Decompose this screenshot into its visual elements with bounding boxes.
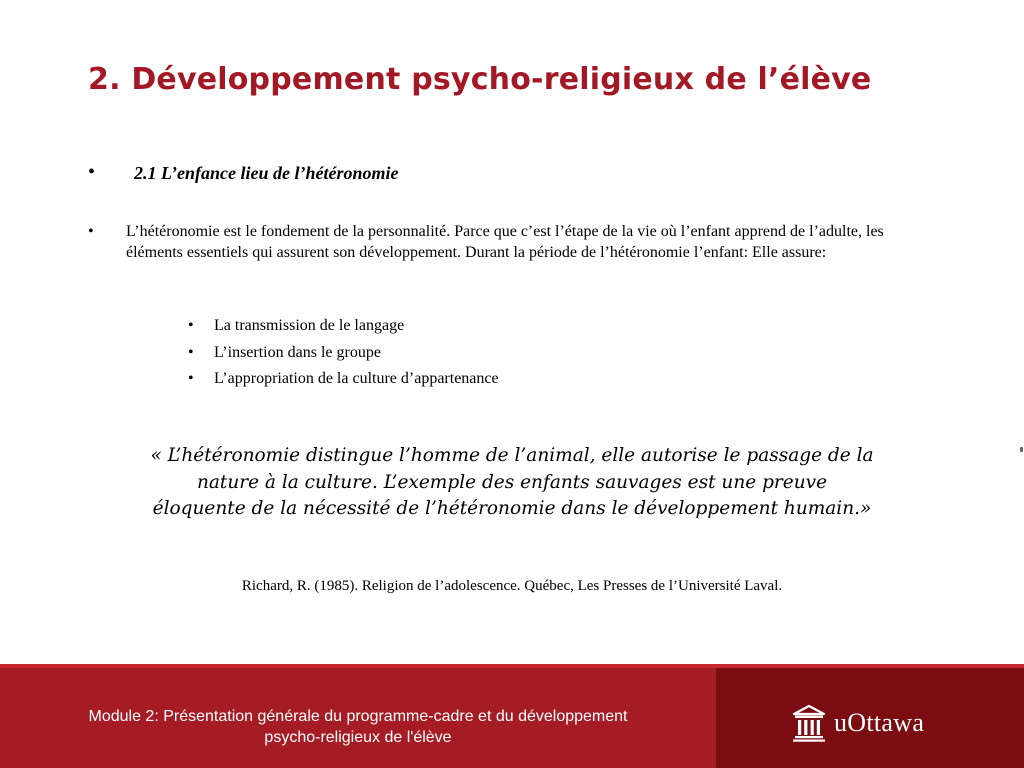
citation: Richard, R. (1985). Religion de l’adolescence. Québec, Les Presses de l’Université Laval. [241,578,783,594]
list-item-text: La transmission de le langage [214,317,405,334]
uottawa-logo [792,703,924,743]
slide-title: 2. Développement psycho-religieux de l’élève [88,62,872,97]
quote-block: « L’hétéronomie distingue l’homme de l’animal, elle autorise le passage de la nature à la culture. L’exemple des enfants sauvages est une preuve éloquente de la nécessité de l’hétéronomie dans le développement humain.» [150,445,874,519]
list-item-text: L’appropriation de la culture d’appartenance [214,370,499,387]
list-item-text: L’insertion dans le groupe [214,343,381,361]
university-building-icon [792,704,826,742]
subheading-text: 2.1 L’enfance lieu de l’hétéronomie [134,163,399,183]
bullet-marker: • [188,343,194,361]
bullet-marker: • [88,223,94,240]
bullet-marker: • [88,161,96,183]
footer-module-text: Module 2: Présentation générale du programme-cadre et du développement psycho-religieux de l'élève [88,708,628,746]
paragraph-text: L’hétéronomie est le fondement de la personnalité. Parce que c’est l’étape de la vie où l’enfant apprend de l’adulte, les éléments essentiels qui assurent son développement. Durant la période de l’hétéronomie l’enfant: Elle assure: [126,223,884,261]
bullet-paragraph [88,221,918,263]
bullet-marker: • [188,317,194,334]
logo-text: uOttawa [834,708,925,737]
edge-mark [1020,447,1023,452]
bullet-marker: • [188,370,194,387]
